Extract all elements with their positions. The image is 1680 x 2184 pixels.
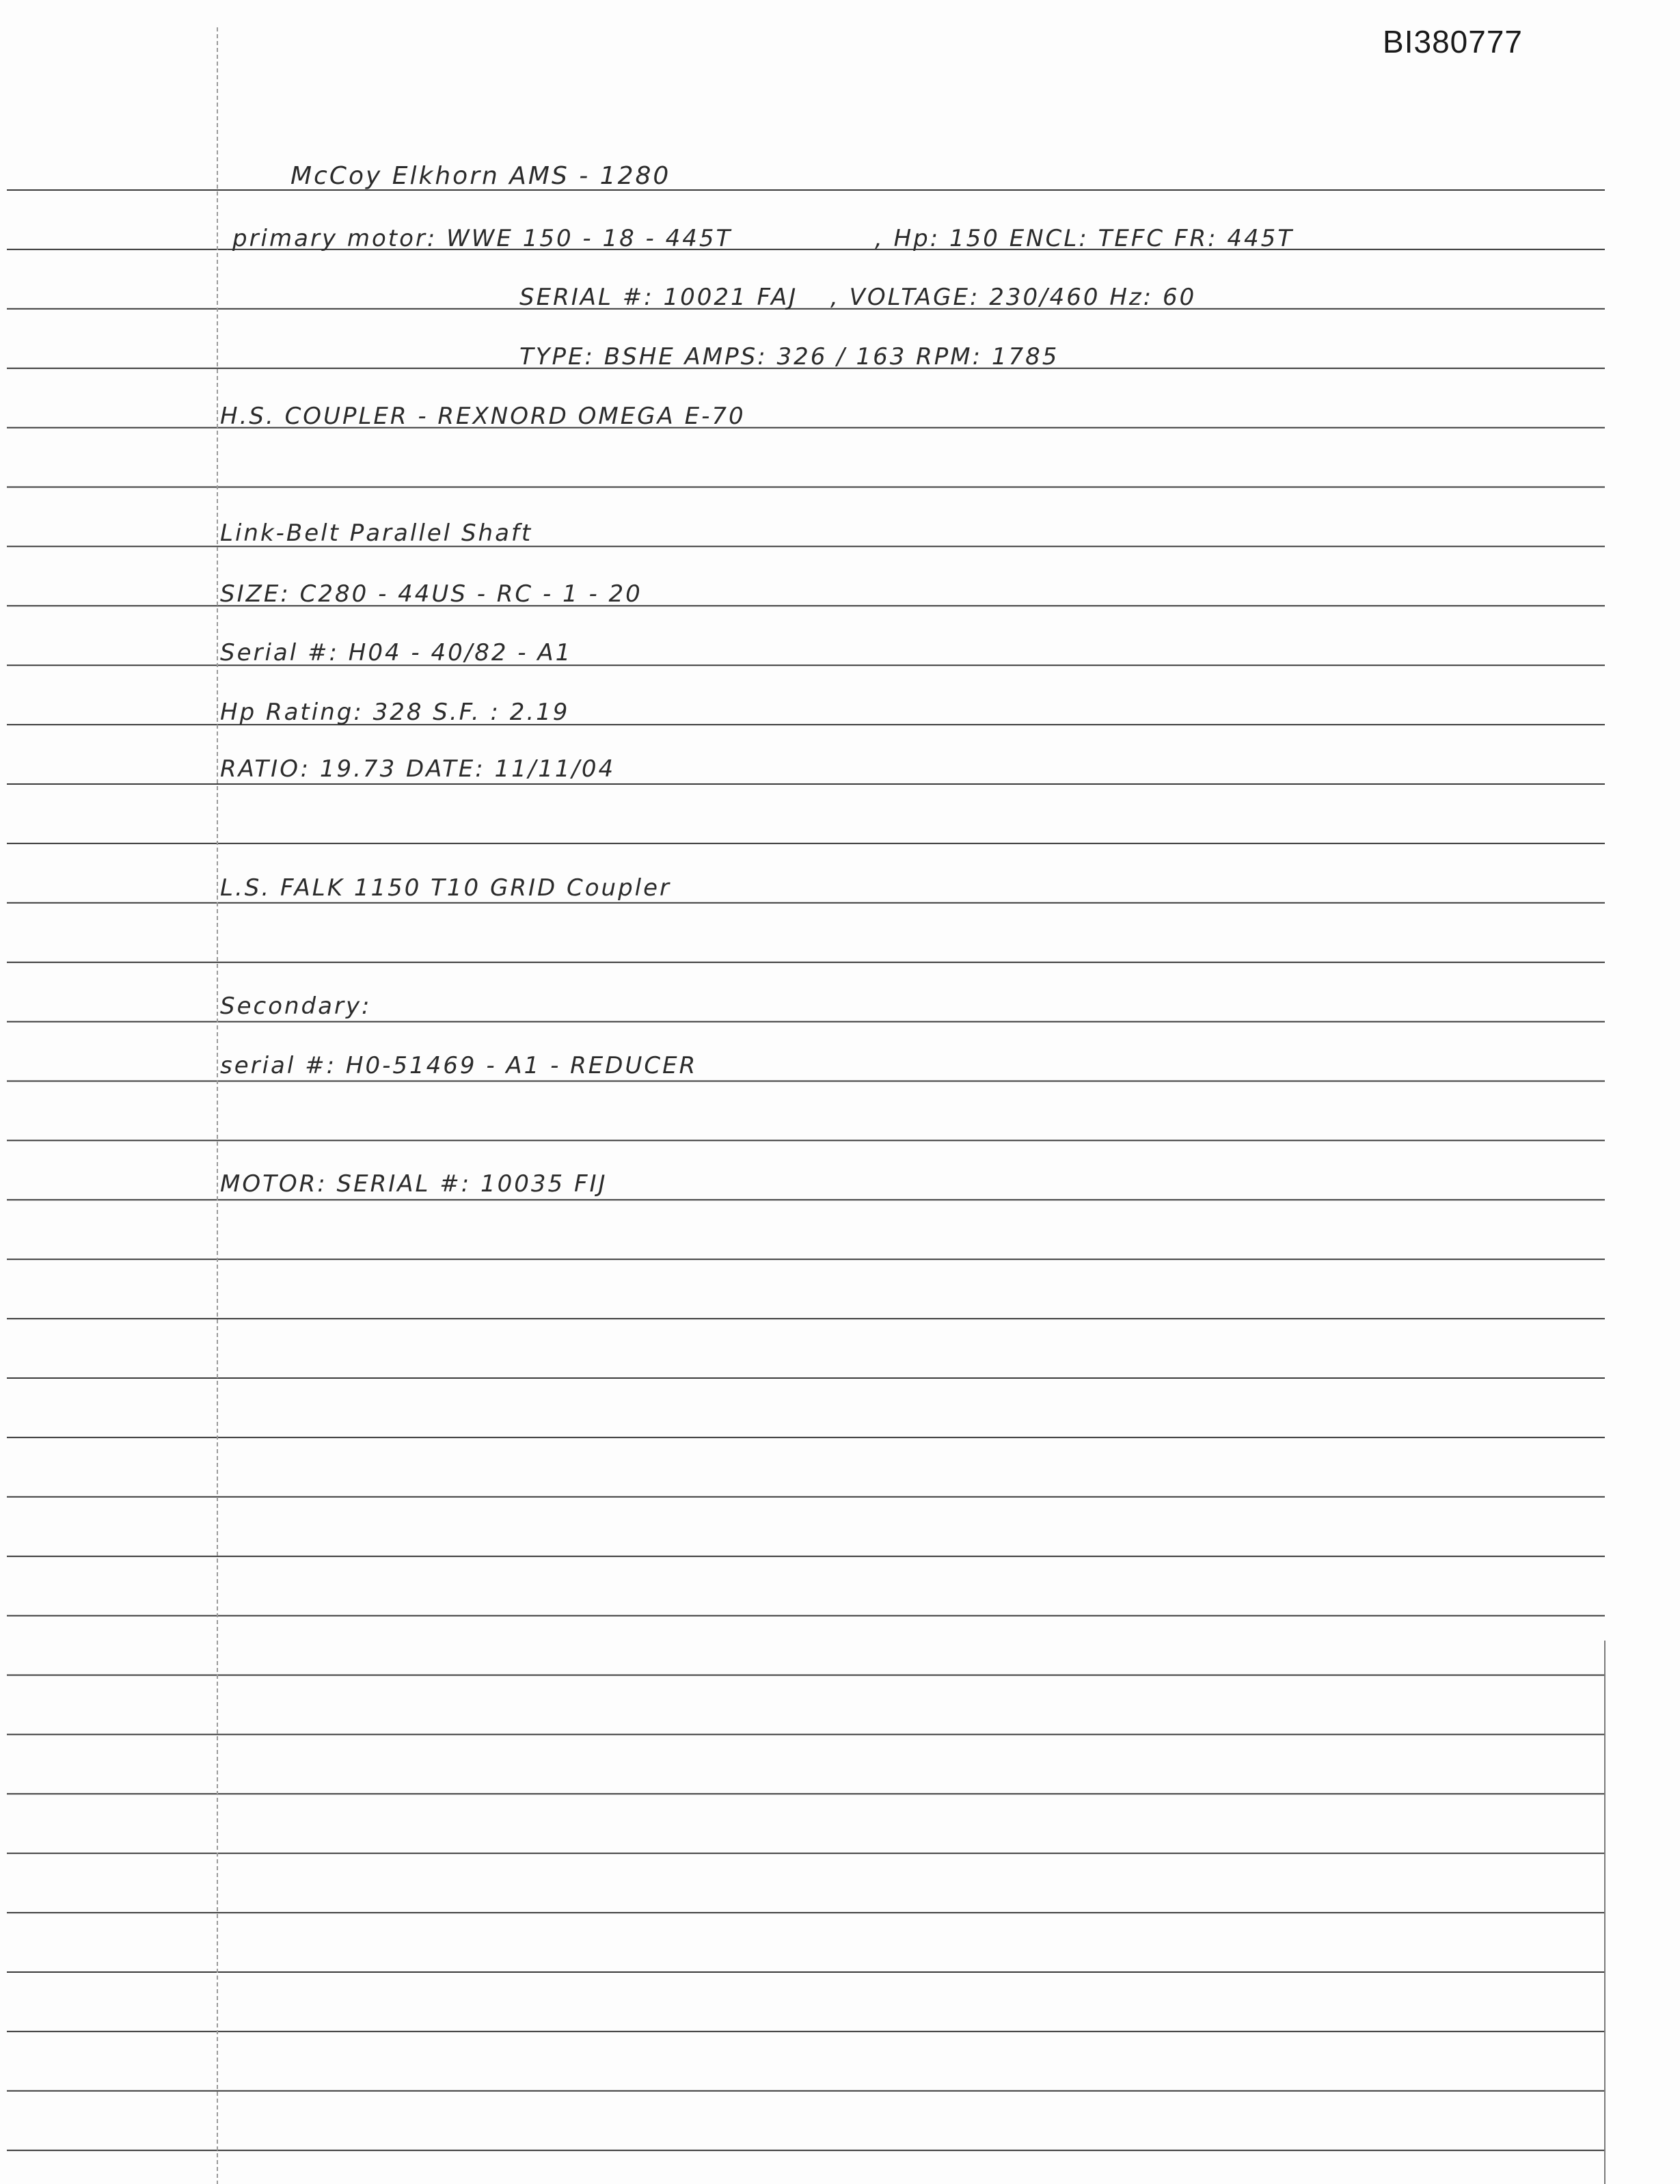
reducer-size: SIZE: C280 - 44US - RC - 1 - 20 (220, 580, 642, 608)
secondary-heading: Secondary: (220, 993, 372, 1020)
primary-motor-type: TYPE: BSHE AMPS: 326 / 163 RPM: 1785 (519, 343, 1059, 370)
primary-motor-voltage: , VOLTAGE: 230/460 Hz: 60 (830, 284, 1197, 311)
document-id: BI380777 (1383, 24, 1523, 59)
primary-motor-serial: SERIAL #: 10021 FAJ (519, 284, 798, 311)
reducer-hp-rating: Hp Rating: 328 S.F. : 2.19 (220, 699, 570, 726)
hs-coupler: H.S. COUPLER - REXNORD OMEGA E-70 (220, 403, 746, 430)
secondary-motor: MOTOR: SERIAL #: 10035 FIJ (220, 1170, 608, 1198)
reducer-ratio-date: RATIO: 19.73 DATE: 11/11/04 (220, 755, 616, 783)
header-note: McCoy Elkhorn AMS - 1280 (290, 162, 671, 190)
primary-motor-model: primary motor: WWE 150 - 18 - 445T (232, 225, 733, 252)
reducer-serial: Serial #: H04 - 40/82 - A1 (220, 639, 573, 666)
ls-coupler: L.S. FALK 1150 T10 GRID Coupler (220, 874, 671, 902)
reducer-title: Link-Belt Parallel Shaft (220, 520, 533, 547)
primary-motor-hp-encl: , Hp: 150 ENCL: TEFC FR: 445T (875, 225, 1295, 252)
secondary-serial: serial #: H0-51469 - A1 - REDUCER (220, 1052, 698, 1079)
